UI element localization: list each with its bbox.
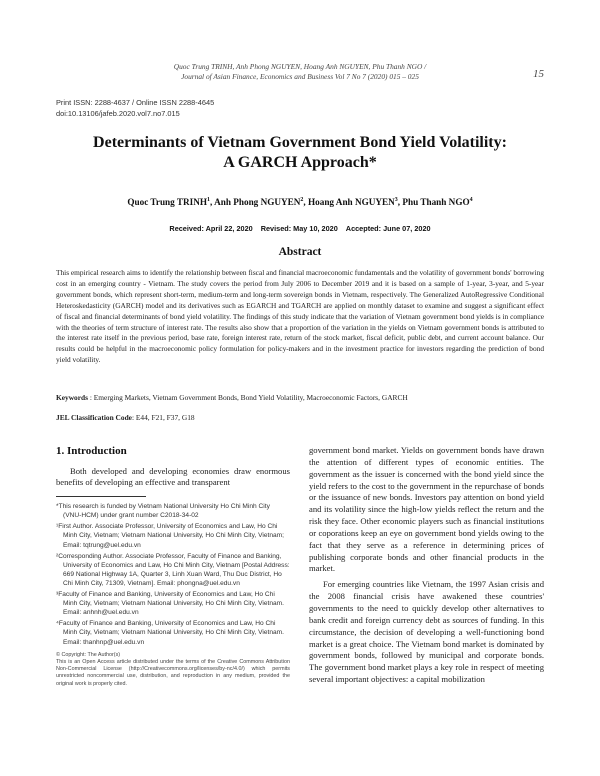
left-column <box>56 445 290 688</box>
abstract-heading: Abstract <box>278 246 322 258</box>
author-mark: 2 <box>300 197 304 203</box>
running-head-authors: Quoc Trung TRINH, Anh Phong NGUYEN, Hoang Anh NGUYEN, Phu Thanh NGO / <box>173 62 427 71</box>
author-mark: 1 <box>207 197 211 203</box>
author-mark: 4 <box>469 197 473 203</box>
copyright-notice <box>56 652 290 688</box>
footnote-divider <box>56 496 146 497</box>
accepted-date: Accepted: June 07, 2020 <box>345 224 431 233</box>
section-heading-introduction: 1. Introduction <box>56 445 127 457</box>
footnote-author-1: ¹First Author. Associate Professor, University of Economics and Law, Ho Chi Minh City, Vietnam; Vietnam National University, Ho Chi Minh City, Vietnam; Email: tqtrung@uel.edu.vn <box>56 523 284 549</box>
footnote-list <box>56 502 290 646</box>
running-head-journal: Journal of Asian Finance, Economics and Business Vol 7 No 7 (2020) 015 – 025 <box>181 72 419 81</box>
author-separator: , <box>397 197 403 208</box>
keywords-label: Keywords <box>56 393 89 402</box>
author-name: Phu Thanh NGO <box>402 197 470 208</box>
article-title-line-2: A GARCH Approach* <box>223 154 377 171</box>
keywords-value: : Emerging Markets, Vietnam Government Bonds, Bond Yield Volatility, Macroeconomic Factors, GARCH <box>88 393 408 402</box>
copyright-line: © Copyright: The Author(s) <box>56 651 121 658</box>
article-title-line-1: Determinants of Vietnam Government Bond Yield Volatility: <box>93 134 507 151</box>
footnote-author-3: ³Faculty of Finance and Banking, University of Economics and Law, Ho Chi Minh City, Vietnam; Vietnam National University, Ho Chi Minh City, Vietnam. Email: anhnh@uel.edu.vn <box>56 591 284 617</box>
author-list <box>40 197 560 207</box>
running-head <box>120 62 480 82</box>
issn-line: Print ISSN: 2288-4637 / Online ISSN 2288-4645 <box>56 98 215 107</box>
intro-paragraph: Both developed and developing economies draw enormous benefits of developing an effective and transparent <box>56 466 290 488</box>
author-mark: 3 <box>394 197 398 203</box>
body-paragraph-1: government bond market. Yields on government bonds have drawn the attention of different types of economic entities. The government as the issuer is concerned with the bond yield since the yield refers to the cost to the government in the repurchase of bonds or the issuance of new bonds. Investors pay attention on bond yield and its volatility since the high-low yields reflect the return and the risk they face. Other economic players such as financial institutions or coporations keep an eye on government bond yields owing to the fact that they serve as a reference in determining prices of publishing corporate bonds and other financial products in the market. <box>309 445 544 574</box>
author-name: Anh Phong NGUYEN <box>214 197 301 208</box>
article-dates <box>40 224 560 233</box>
keywords <box>56 393 544 402</box>
right-column <box>309 445 544 686</box>
jel-label: JEL Classification Code <box>56 413 132 422</box>
issn-block <box>56 98 214 119</box>
author-separator: , <box>210 197 215 208</box>
footnote-author-2: ²Corresponding Author. Associate Professor, Faculty of Finance and Banking, University of Economics and Law, Ho Chi Minh City, Vietnam [Postal Address: 669 National Highway 1A, Quarter 3, Linh Xuan Ward, Thu Duc District, Ho Chi Minh City, 71309, Vietnam]. Email: phongna@uel.edu.vn <box>56 552 290 587</box>
article-title <box>40 133 560 173</box>
author-name: Quoc Trung TRINH <box>127 197 208 208</box>
jel-value: : E44, F21, F37, G18 <box>131 413 195 422</box>
footnote-author-4: ⁴Faculty of Finance and Banking, University of Economics and Law, Ho Chi Minh City, Vietnam; Vietnam National University, Ho Chi Minh City, Vietnam. Email: thanhnp@uel.edu.vn <box>56 620 284 646</box>
author-separator: , <box>303 197 308 208</box>
author-name: Hoang Anh NGUYEN <box>307 197 395 208</box>
revised-date: Revised: May 10, 2020 <box>260 224 338 233</box>
doi-line: doi:10.13106/jafeb.2020.vol7.no7.015 <box>56 108 180 118</box>
page-number: 15 <box>533 68 544 80</box>
jel-codes <box>56 413 544 422</box>
footnote-funding: *This research is funded by Vietnam National University Ho Chi Minh City (VNU-HCM) under grant number C2018-34-02 <box>56 503 270 520</box>
received-date: Received: April 22, 2020 <box>169 224 253 233</box>
license-text: This is an Open Access article distributed under the terms of the Creative Commons Attribution Non-Commercial License (http://Creativecommons.org/licenses/by-nc/4.0/) which permits unrestricted noncommercial use, distribution, and reproduction in any medium, provided the original work is properly cited. <box>56 658 290 687</box>
abstract-body: This empirical research aims to identify the relationship between fiscal and financial macroeconomic fundamentals and the volatility of government bonds' borrowing cost in an emerging country - Vietnam. The study covers the period from July 2006 to December 2019 and it is based on a sample of 1-year, 3-year, and 5-year government bonds, which represent short-term, medium-term and long-term sovereign bonds in Vietnam, respectively. The Generalized AutoRegressive Conditional Heteroskedasticity (GARCH) model and its derivatives such as EGARCH and TGARCH are applied on monthly dataset to examine and suggest a significant effect of fiscal and financial determinants of bond yield volatility. The findings of this study indicate that the variation of Vietnam government bond yields is in compliance with the theories of term structure of interest rate. The results also show that a proportion of the variation in the yields on Vietnam government bonds is attributed to the interest rate itself in the previous period, base rate, foreign interest rate, return of the stock market, fiscal deficit, public debt, and current account balance. Our results could be helpful in the macroeconomic policy formulation for policy-makers and in the investment practice for investors regarding the prediction of bond yield volatility. <box>56 268 544 365</box>
body-paragraph-2: For emerging countries like Vietnam, the 1997 Asian crisis and the 2008 financial crisis have awakened these countries' governments to the need to quickly develop other alternatives to bank credit and foreign currency debt as sources of funding. In this circumstance, the decision of developing a well-functioning bond market is a great choice. The Vietnam bond market is dominated by government bonds, followed by municipal and corporate bonds. The government bond market plays a key role in respect of meeting several important objectives: a capital mobilization <box>309 579 544 685</box>
